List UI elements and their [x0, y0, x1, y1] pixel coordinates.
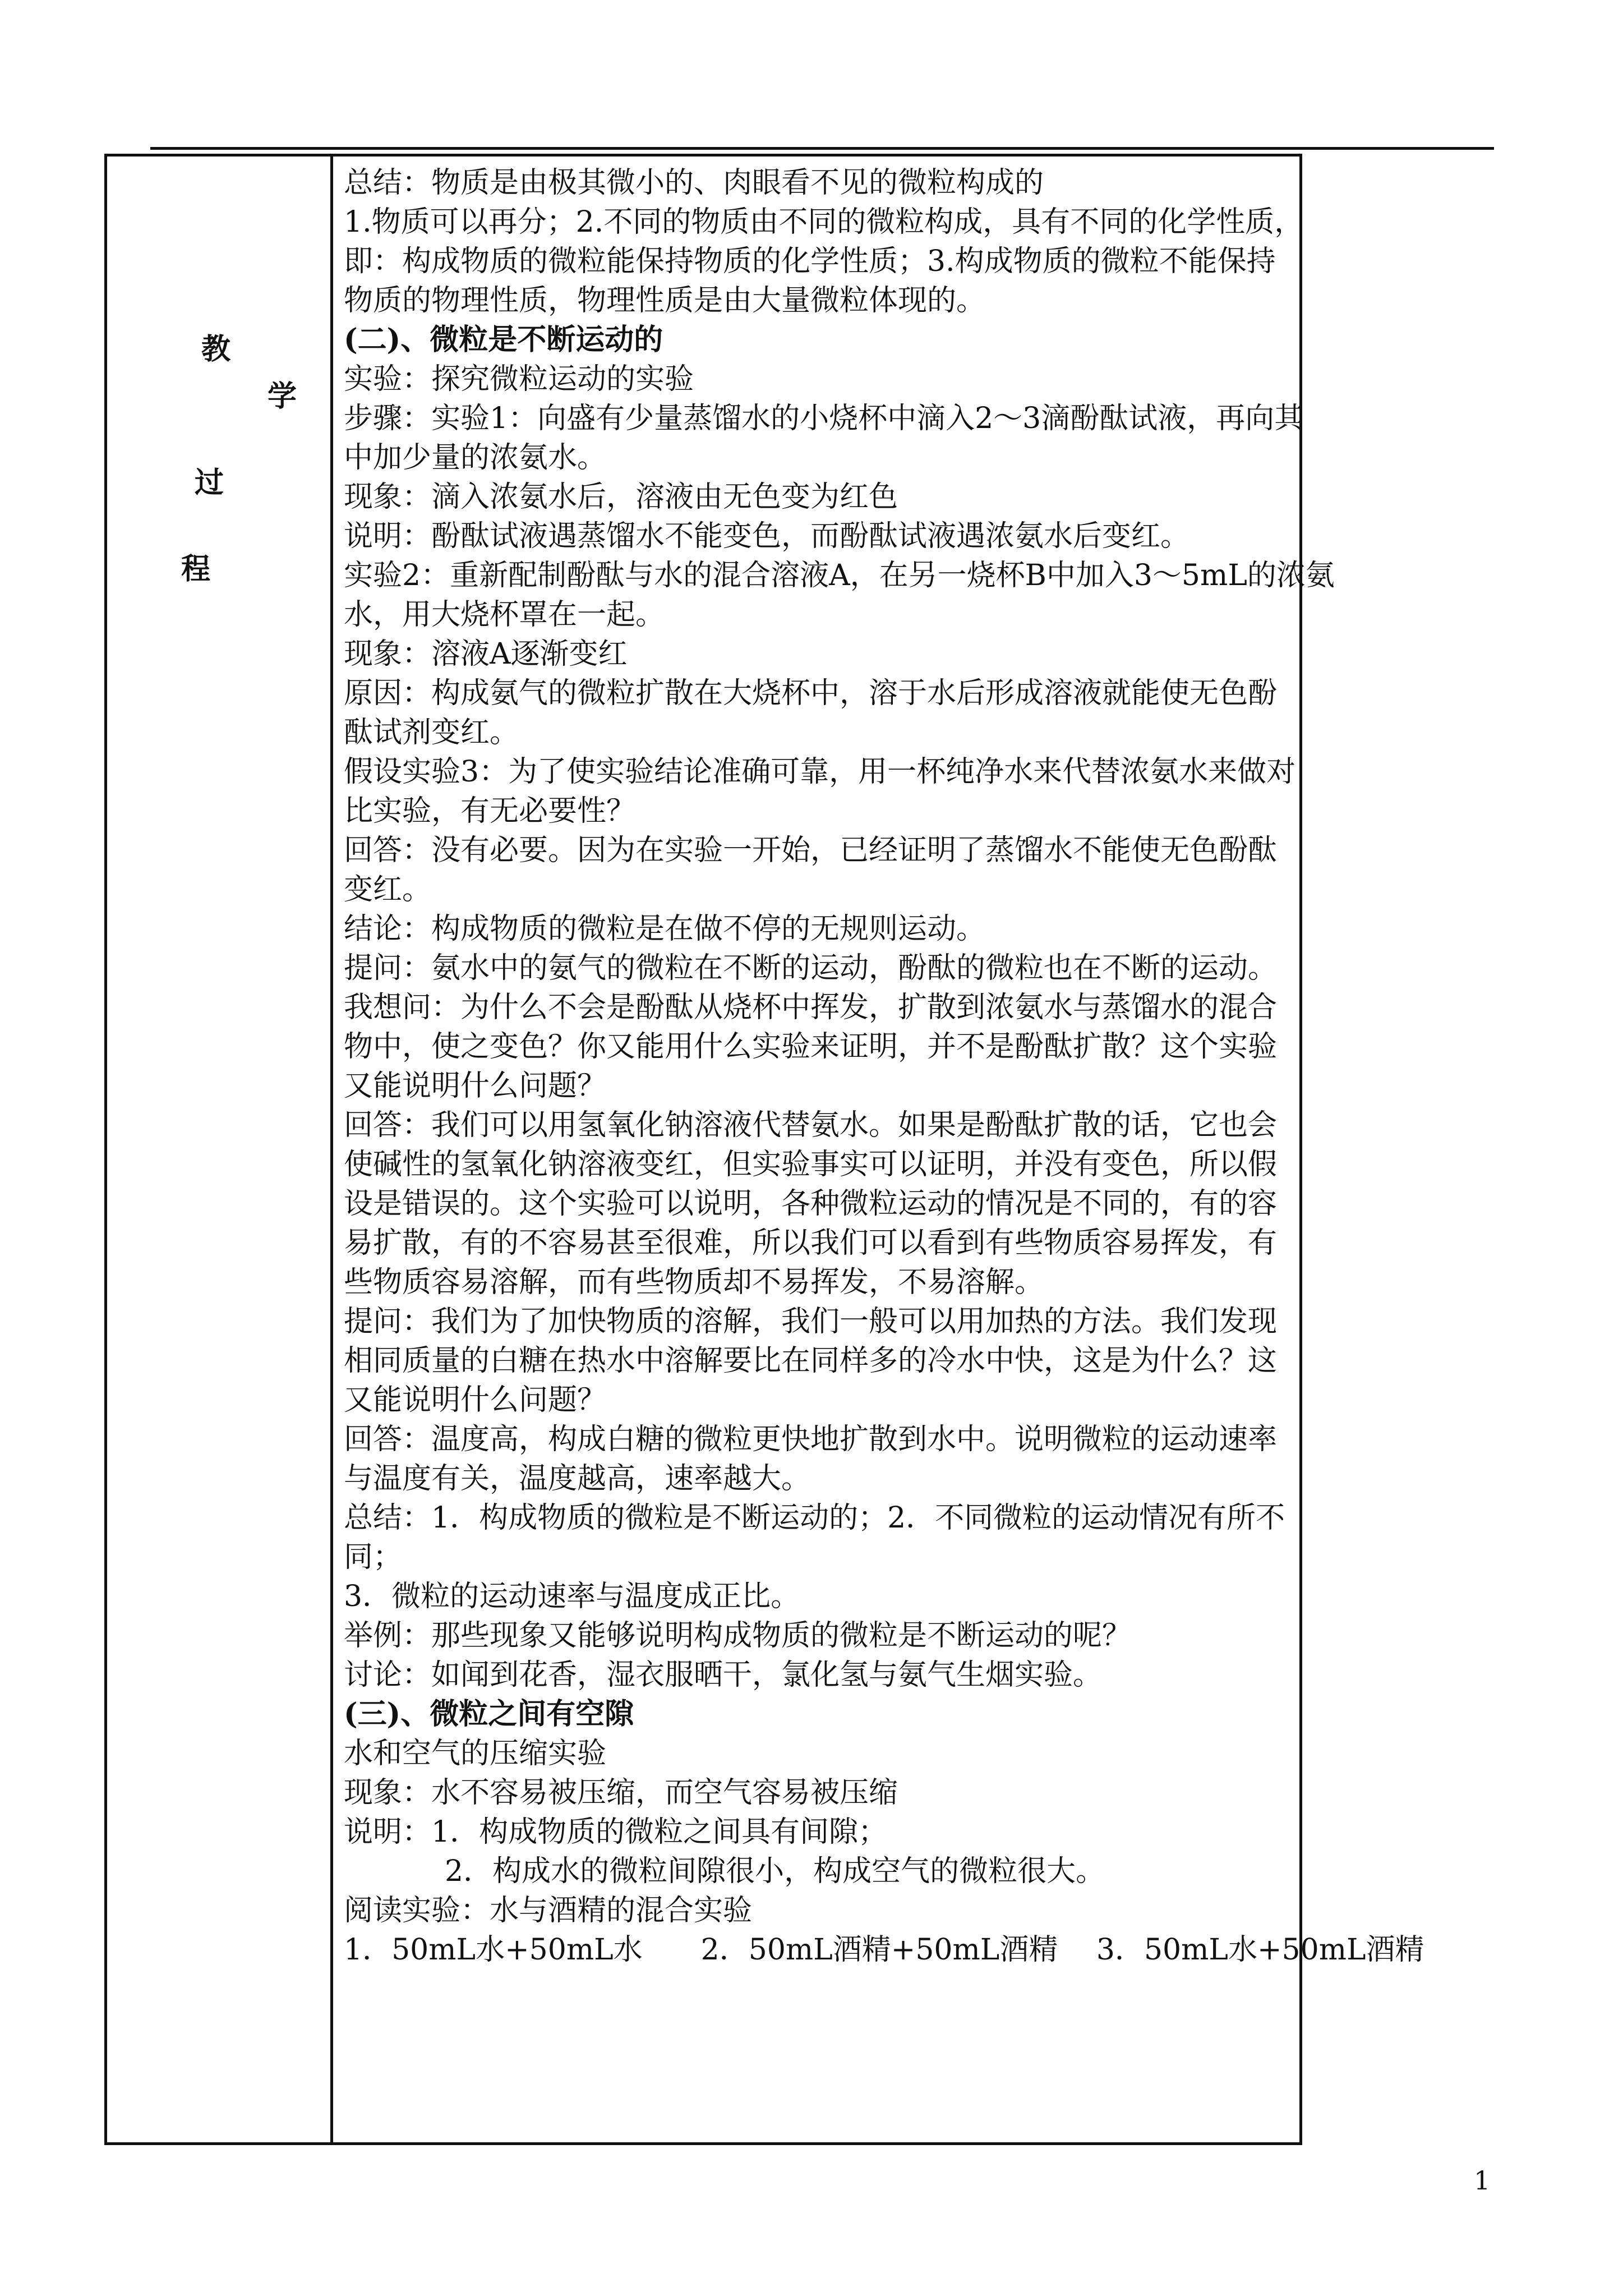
side-label-char: 学: [268, 379, 297, 413]
text-line: 现象：水不容易被压缩，而空气容易被压缩: [344, 1776, 898, 1810]
text-line: 2．构成水的微粒间隙很小，构成空气的微粒很大。: [445, 1855, 1105, 1888]
text-line: 总结：物质是由极其微小的、肉眼看不见的微粒构成的: [344, 166, 1044, 200]
text-line: 中加少量的浓氨水。: [344, 441, 607, 475]
text-line: 回答：我们可以用氢氧化钠溶液代替氨水。如果是酚酞扩散的话，它也会: [344, 1108, 1278, 1142]
text-line: 原因：构成氨气的微粒扩散在大烧杯中，溶于水后形成溶液就能使无色酚: [344, 677, 1278, 710]
text-line: 相同质量的白糖在热水中溶解要比在同样多的冷水中快，这是为什么？这: [344, 1344, 1278, 1378]
side-label-char: 程: [181, 552, 211, 586]
text-line: 回答：温度高，构成白糖的微粒更快地扩散到水中。说明微粒的运动速率: [344, 1423, 1278, 1456]
text-line: 说明：1．构成物质的微粒之间具有间隙；: [344, 1815, 888, 1849]
text-line: 与温度有关，温度越高，速率越大。: [344, 1462, 811, 1496]
text-line: 阅读实验：水与酒精的混合实验: [344, 1894, 753, 1927]
text-line: 同；: [344, 1540, 403, 1574]
text-line: 3．微粒的运动速率与温度成正比。: [344, 1580, 800, 1613]
text-line: 提问：我们为了加快物质的溶解，我们一般可以用加热的方法。我们发现: [344, 1305, 1278, 1338]
text-line: 我想问：为什么不会是酚酞从烧杯中挥发，扩散到浓氨水与蒸馏水的混合: [344, 991, 1278, 1024]
lesson-table: [104, 154, 1424, 2145]
side-label-char: 过: [195, 466, 224, 500]
lesson-content: [344, 163, 1424, 1970]
header-rule: [150, 147, 1494, 150]
text-line: 比实验，有无必要性？: [344, 794, 636, 828]
text-line: 结论：构成物质的微粒是在做不停的无规则运动。: [344, 912, 986, 946]
text-line: 现象：溶液A逐渐变红: [344, 637, 628, 671]
section-heading: (三)、微粒之间有空隙: [344, 1697, 634, 1731]
text-line: 举例：那些现象又能够说明构成物质的微粒是不断运动的呢？: [344, 1619, 1132, 1653]
text-line: 水和空气的压缩实验: [344, 1737, 607, 1770]
text-line: 讨论：如闻到花香，湿衣服晒干，氯化氢与氨气生烟实验。: [344, 1658, 1103, 1692]
section-heading: (二)、微粒是不断运动的: [344, 323, 663, 357]
text-line: 实验2：重新配制酚酞与水的混合溶液A，在另一烧杯B中加入3～5mL的浓氨: [344, 559, 1335, 592]
text-line: 变红。: [344, 873, 432, 907]
text-line: 1．50mL水+50mL水 2．50mL酒精+50mL酒精 3．50mL水+50mL酒精: [344, 1933, 1424, 1967]
text-line: 些物质容易溶解，而有些物质却不易挥发，不易溶解。: [344, 1266, 1044, 1299]
text-line: 物质的物理性质，物理性质是由大量微粒体现的。: [344, 284, 986, 318]
page-number: 1: [1474, 2165, 1491, 2196]
text-line: 步骤：实验1：向盛有少量蒸馏水的小烧杯中滴入2～3滴酚酞试液，再向其: [344, 402, 1304, 435]
text-line: 使碱性的氢氧化钠溶液变红，但实验事实可以证明，并没有变色，所以假: [344, 1148, 1278, 1181]
text-line: 酞试剂变红。: [344, 716, 519, 749]
text-line: 假设实验3：为了使实验结论准确可靠，用一杯纯净水来代替浓氨水来做对: [344, 755, 1296, 789]
text-line: 即：构成物质的微粒能保持物质的化学性质；3.构成物质的微粒不能保持: [344, 245, 1276, 278]
text-line: 提问：氨水中的氨气的微粒在不断的运动，酚酞的微粒也在不断的运动。: [344, 951, 1278, 985]
side-label-char: 教: [201, 332, 231, 366]
text-line: 总结：1．构成物质的微粒是不断运动的；2．不同微粒的运动情况有所不: [344, 1501, 1285, 1535]
text-line: 说明：酚酞试液遇蒸馏水不能变色，而酚酞试液遇浓氨水后变红。: [344, 519, 1190, 553]
text-line: 回答：没有必要。因为在实验一开始，已经证明了蒸馏水不能使无色酚酞: [344, 834, 1278, 867]
text-line: 1.物质可以再分；2.不同的物质由不同的微粒构成，具有不同的化学性质，: [344, 205, 1304, 239]
text-line: 水，用大烧杯罩在一起。: [344, 598, 665, 632]
column-divider: [330, 157, 333, 2142]
text-line: 物中，使之变色？你又能用什么实验来证明，并不是酚酞扩散？这个实验: [344, 1030, 1278, 1064]
text-line: 易扩散，有的不容易甚至很难，所以我们可以看到有些物质容易挥发，有: [344, 1226, 1278, 1260]
text-line: 现象：滴入浓氨水后，溶液由无色变为红色: [344, 480, 898, 514]
text-line: 又能说明什么问题？: [344, 1383, 607, 1417]
text-line: 又能说明什么问题？: [344, 1069, 607, 1103]
text-line: 实验：探究微粒运动的实验: [344, 362, 694, 396]
text-line: 设是错误的。这个实验可以说明，各种微粒运动的情况是不同的，有的容: [344, 1187, 1278, 1221]
